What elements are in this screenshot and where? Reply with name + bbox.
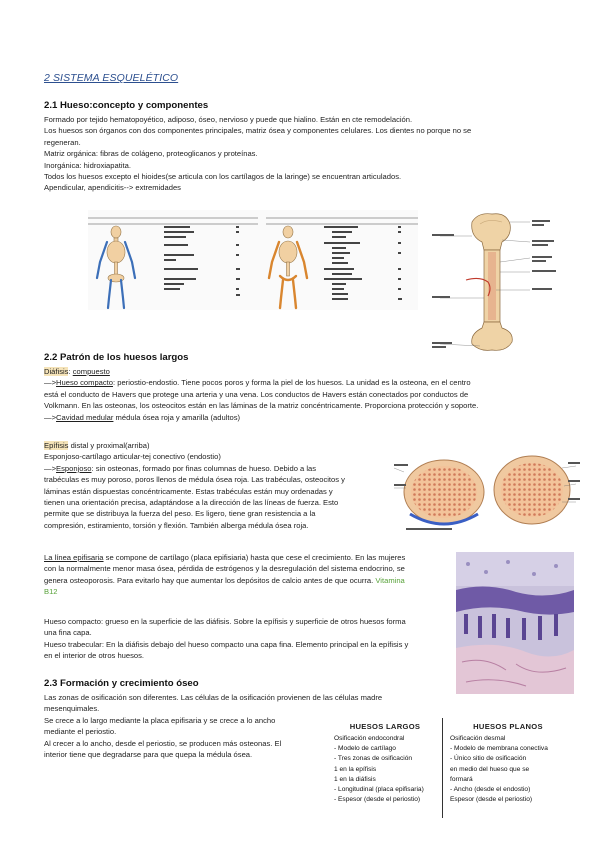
page-title: 2 SISTEMA ESQUELÉTICO (44, 72, 179, 84)
section-heading-2-2: 2.2 Patrón de los huesos largos (44, 352, 189, 363)
vitamina-line (44, 575, 444, 586)
long-bones-list (334, 734, 442, 805)
b12-term: B12 (44, 587, 58, 597)
linea-epifisaria-block (44, 552, 444, 598)
text-line: compresión, estiramiento, torsión y flexión. También alberga médula ósea roja. (44, 520, 309, 530)
list-item: - Espesor (desde el periostio) (334, 796, 421, 804)
compact-trabecular-block (44, 616, 454, 662)
skeleton-diagram (88, 210, 418, 310)
text-line: con la normalmente menor masa ósea, pérdida de estrógenos y la desregulación del sistema endocrino, se (44, 564, 405, 574)
compacto-line (44, 377, 574, 388)
arrow: —> (44, 412, 57, 422)
cavidad-term: Cavidad medular (56, 412, 114, 422)
text-line: Apendicular, apendicitis--> extremidades (44, 183, 181, 193)
text-line: Formado por tejido hematopoyético, adiposo, óseo, nervioso y puede que hialino. Están en cte remodelación. (44, 115, 413, 124)
list-item: - Modelo de cartílago (334, 745, 396, 753)
text-line: mediante el periostio. (44, 727, 117, 737)
list-item: 1 en la diáfisis (334, 775, 376, 783)
epifisis-line (44, 440, 384, 451)
spongy-bone-diagram (392, 442, 582, 532)
list-item: Osificación endocondral (334, 735, 405, 742)
text-line: trabéculas es muy poroso, poros llenos de médula ósea roja. Las trabéculas, osteocitos y (44, 475, 345, 485)
arrow: —> (44, 463, 57, 473)
linea-line (44, 552, 444, 563)
arrow: —> (44, 378, 57, 388)
text-line: regeneran. (44, 137, 81, 147)
text-line: permite que se distribuya la fuerza del peso. Es ligero, tiene gran resistencia a la (44, 509, 316, 519)
long-bones-title: HUESOS LARGOS (349, 722, 421, 731)
text-line: está el conducto de Havers que protege una arteria y una vena. Los conductos de Havers están conectados por conductos de (44, 389, 469, 399)
list-item: Osificación desmal (450, 735, 506, 742)
epifisis-text: distal y proximal(arriba) (68, 441, 150, 450)
list-item: 1 en la epífisis (334, 765, 377, 773)
text-line: Los huesos son órganos con dos componentes principales, matriz ósea y componentes celulares. Los dientes no porque no se (44, 126, 472, 136)
text-line: Inorgánica: hidroxiapatita. (44, 160, 131, 170)
text-line: Matriz orgánica: fibras de colágeno, proteoglicanos y proteínas. (44, 149, 258, 159)
text-line: Al crecer a lo ancho, desde el periostio, se producen más osteonas. El (44, 738, 282, 748)
linea-term: La línea epifisaria (44, 553, 104, 562)
text-line: en el interior de otros huesos. (44, 651, 145, 661)
list-item: en medio del hueso que se (450, 765, 530, 773)
ossification-comparison-table (330, 718, 570, 818)
linea-text: se compone de cartílago (placa epifisiaria) hasta que cese el crecimiento. En las mujeres (103, 553, 406, 562)
table-divider (442, 718, 443, 818)
text-line: una fina capa. (44, 628, 92, 638)
text-line: tienen una orientación precisa, adaptándose a la dirección de las líneas de fuerza. Esto (44, 498, 339, 508)
diafisis-term: Diáfisis (44, 367, 69, 376)
esponjoso-term: Esponjoso (56, 463, 92, 473)
text-line: Se crece a lo largo mediante la placa epifisaria y se crece a lo ancho (44, 715, 276, 725)
list-item: - Modelo de membrana conectiva (450, 745, 548, 753)
text-line: Volkmann. En las osteonas, los osteocitos están en las láminas de la matriz concéntricamente. Proporciona protección y soporte. (44, 401, 479, 411)
compacto-text: : periostio-endostio. Tiene pocos poros y forma la piel de los huesos. La unidad es la osteona, en el centro (113, 378, 471, 388)
list-item: - Ancho (desde el endostio) (450, 786, 531, 794)
section-2-1-body (44, 114, 564, 194)
section-2-2-body (44, 366, 574, 423)
histology-image (456, 552, 574, 694)
text-line: láminas están dispuestas concéntricamente. Estas trabéculas están muy ordenadas y (44, 486, 333, 496)
esponjoso-line (44, 463, 384, 474)
text-line: Las zonas de osificación son diferentes. Las células de la osificación provienen de las células madre (44, 693, 383, 702)
flat-bones-list (450, 734, 570, 805)
list-item: - Tres zonas de osificación (334, 755, 413, 763)
cavidad-line (44, 412, 574, 423)
text-line: Hueso compacto: grueso en la superficie de las diáfisis. Sobre la epífisis y superficie de otros huesos forma (44, 617, 406, 626)
flat-bones-title: HUESOS PLANOS (473, 722, 543, 731)
diafisis-value: compuesto (72, 367, 110, 376)
text-line: mesenquimales. (44, 704, 100, 714)
diafisis-line (44, 366, 574, 377)
text-line: interior tiene que degradarse para que quepa la médula ósea. (44, 750, 253, 760)
text-line: Hueso trabecular: En la diáfisis debajo del hueso compacto una capa fina. Elemento principal en la epífisis y (44, 639, 409, 649)
cavidad-text: médula ósea roja y amarilla (adultos) (113, 412, 241, 422)
esponjoso-text: : sin osteonas, formado por finas columnas de hueso. Debido a las (91, 463, 317, 473)
epifisis-block (44, 440, 384, 531)
histology-micrograph (456, 552, 574, 694)
list-item: formará (450, 775, 473, 783)
spongy-bone-figure (392, 442, 582, 532)
section-heading-2-1: 2.1 Hueso:concepto y componentes (44, 100, 209, 111)
vitamina-term: Vitamina (375, 575, 405, 585)
long-bone-diagram (430, 210, 570, 352)
skeleton-figure (88, 210, 418, 310)
text-line: Esponjoso-cartílago articular-tej conectivo (endostio) (44, 452, 221, 462)
epifisis-term: Epífisis (44, 441, 69, 450)
linea-text: genera osteoporosis. Para evitarlo hay que aumentar los depósitos de calcio antes de que ocurra. (44, 575, 376, 585)
text-line: Todos los huesos excepto el hioides(se articula con los cartílagos de la laringe) se encuentran articulados. (44, 172, 402, 182)
section-heading-2-3: 2.3 Formación y crecimiento óseo (44, 678, 199, 689)
list-item: - Longitudinal (placa epifisaria) (334, 786, 424, 794)
diafisis-colon: : (68, 367, 73, 376)
list-item: Espesor (desde el periostio) (450, 796, 533, 804)
list-item: - Único sitio de osificación (450, 755, 527, 763)
long-bone-figure (430, 210, 570, 352)
compacto-term: Hueso compacto (56, 378, 114, 388)
